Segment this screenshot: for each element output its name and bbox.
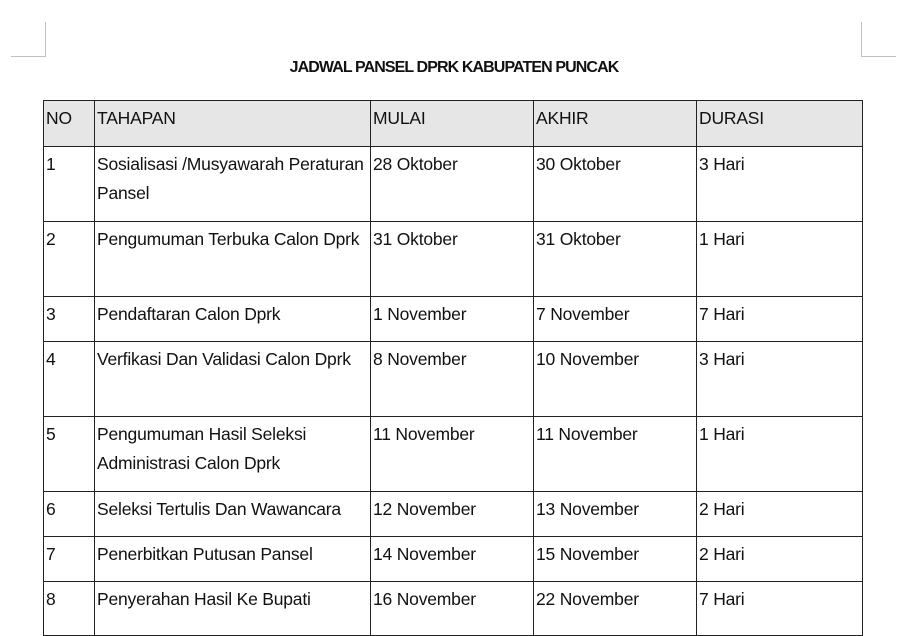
cell-mulai: 11 November (371, 417, 534, 492)
table-row (44, 222, 863, 297)
cell-mulai: 1 November (371, 297, 534, 342)
cell-durasi: 3 Hari (697, 147, 863, 222)
cell-tahapan: Sosialisasi /Musyawarah Peraturan Pansel (95, 147, 371, 222)
cell-durasi: 3 Hari (697, 342, 863, 417)
cell-no: 1 (44, 147, 95, 222)
cell-no: 7 (44, 537, 95, 582)
cell-akhir: 15 November (534, 537, 697, 582)
cell-tahapan: Pengumuman Hasil Seleksi Administrasi Calon Dprk (95, 417, 371, 492)
cell-durasi: 7 Hari (697, 582, 863, 636)
header-tahapan: TAHAPAN (95, 101, 371, 147)
cell-durasi: 1 Hari (697, 417, 863, 492)
cell-no: 5 (44, 417, 95, 492)
table-row (44, 297, 863, 342)
cell-tahapan: Verfikasi Dan Validasi Calon Dprk (95, 342, 371, 417)
cell-durasi: 2 Hari (697, 492, 863, 537)
cell-mulai: 12 November (371, 492, 534, 537)
cell-no: 4 (44, 342, 95, 417)
cell-mulai: 16 November (371, 582, 534, 636)
cell-no: 6 (44, 492, 95, 537)
cell-akhir: 31 Oktober (534, 222, 697, 297)
schedule-table (43, 100, 863, 636)
cell-akhir: 13 November (534, 492, 697, 537)
cell-no: 8 (44, 582, 95, 636)
table-row (44, 417, 863, 492)
cell-mulai: 14 November (371, 537, 534, 582)
document-title: JADWAL PANSEL DPRK KABUPATEN PUNCAK (289, 59, 619, 76)
cell-tahapan: Penerbitkan Putusan Pansel (95, 537, 371, 582)
cell-durasi: 7 Hari (697, 297, 863, 342)
cell-akhir: 30 Oktober (534, 147, 697, 222)
cell-mulai: 28 Oktober (371, 147, 534, 222)
cell-tahapan: Pendaftaran Calon Dprk (95, 297, 371, 342)
table-row (44, 582, 863, 636)
cell-durasi: 1 Hari (697, 222, 863, 297)
header-no: NO (44, 101, 95, 147)
cell-tahapan: Seleksi Tertulis Dan Wawancara (95, 492, 371, 537)
cell-no: 2 (44, 222, 95, 297)
table-row (44, 492, 863, 537)
cell-durasi: 2 Hari (697, 537, 863, 582)
cell-akhir: 11 November (534, 417, 697, 492)
cell-mulai: 31 Oktober (371, 222, 534, 297)
cell-akhir: 10 November (534, 342, 697, 417)
table-header-row (44, 101, 863, 147)
page-corner-mark-left (11, 22, 46, 57)
cell-akhir: 22 November (534, 582, 697, 636)
table-row (44, 147, 863, 222)
cell-tahapan: Penyerahan Hasil Ke Bupati (95, 582, 371, 636)
table-row (44, 342, 863, 417)
table-row (44, 537, 863, 582)
cell-akhir: 7 November (534, 297, 697, 342)
cell-no: 3 (44, 297, 95, 342)
header-akhir: AKHIR (534, 101, 697, 147)
header-mulai: MULAI (371, 101, 534, 147)
header-durasi: DURASI (697, 101, 863, 147)
cell-mulai: 8 November (371, 342, 534, 417)
cell-tahapan: Pengumuman Terbuka Calon Dprk (95, 222, 371, 297)
page-corner-mark-right (861, 22, 896, 57)
